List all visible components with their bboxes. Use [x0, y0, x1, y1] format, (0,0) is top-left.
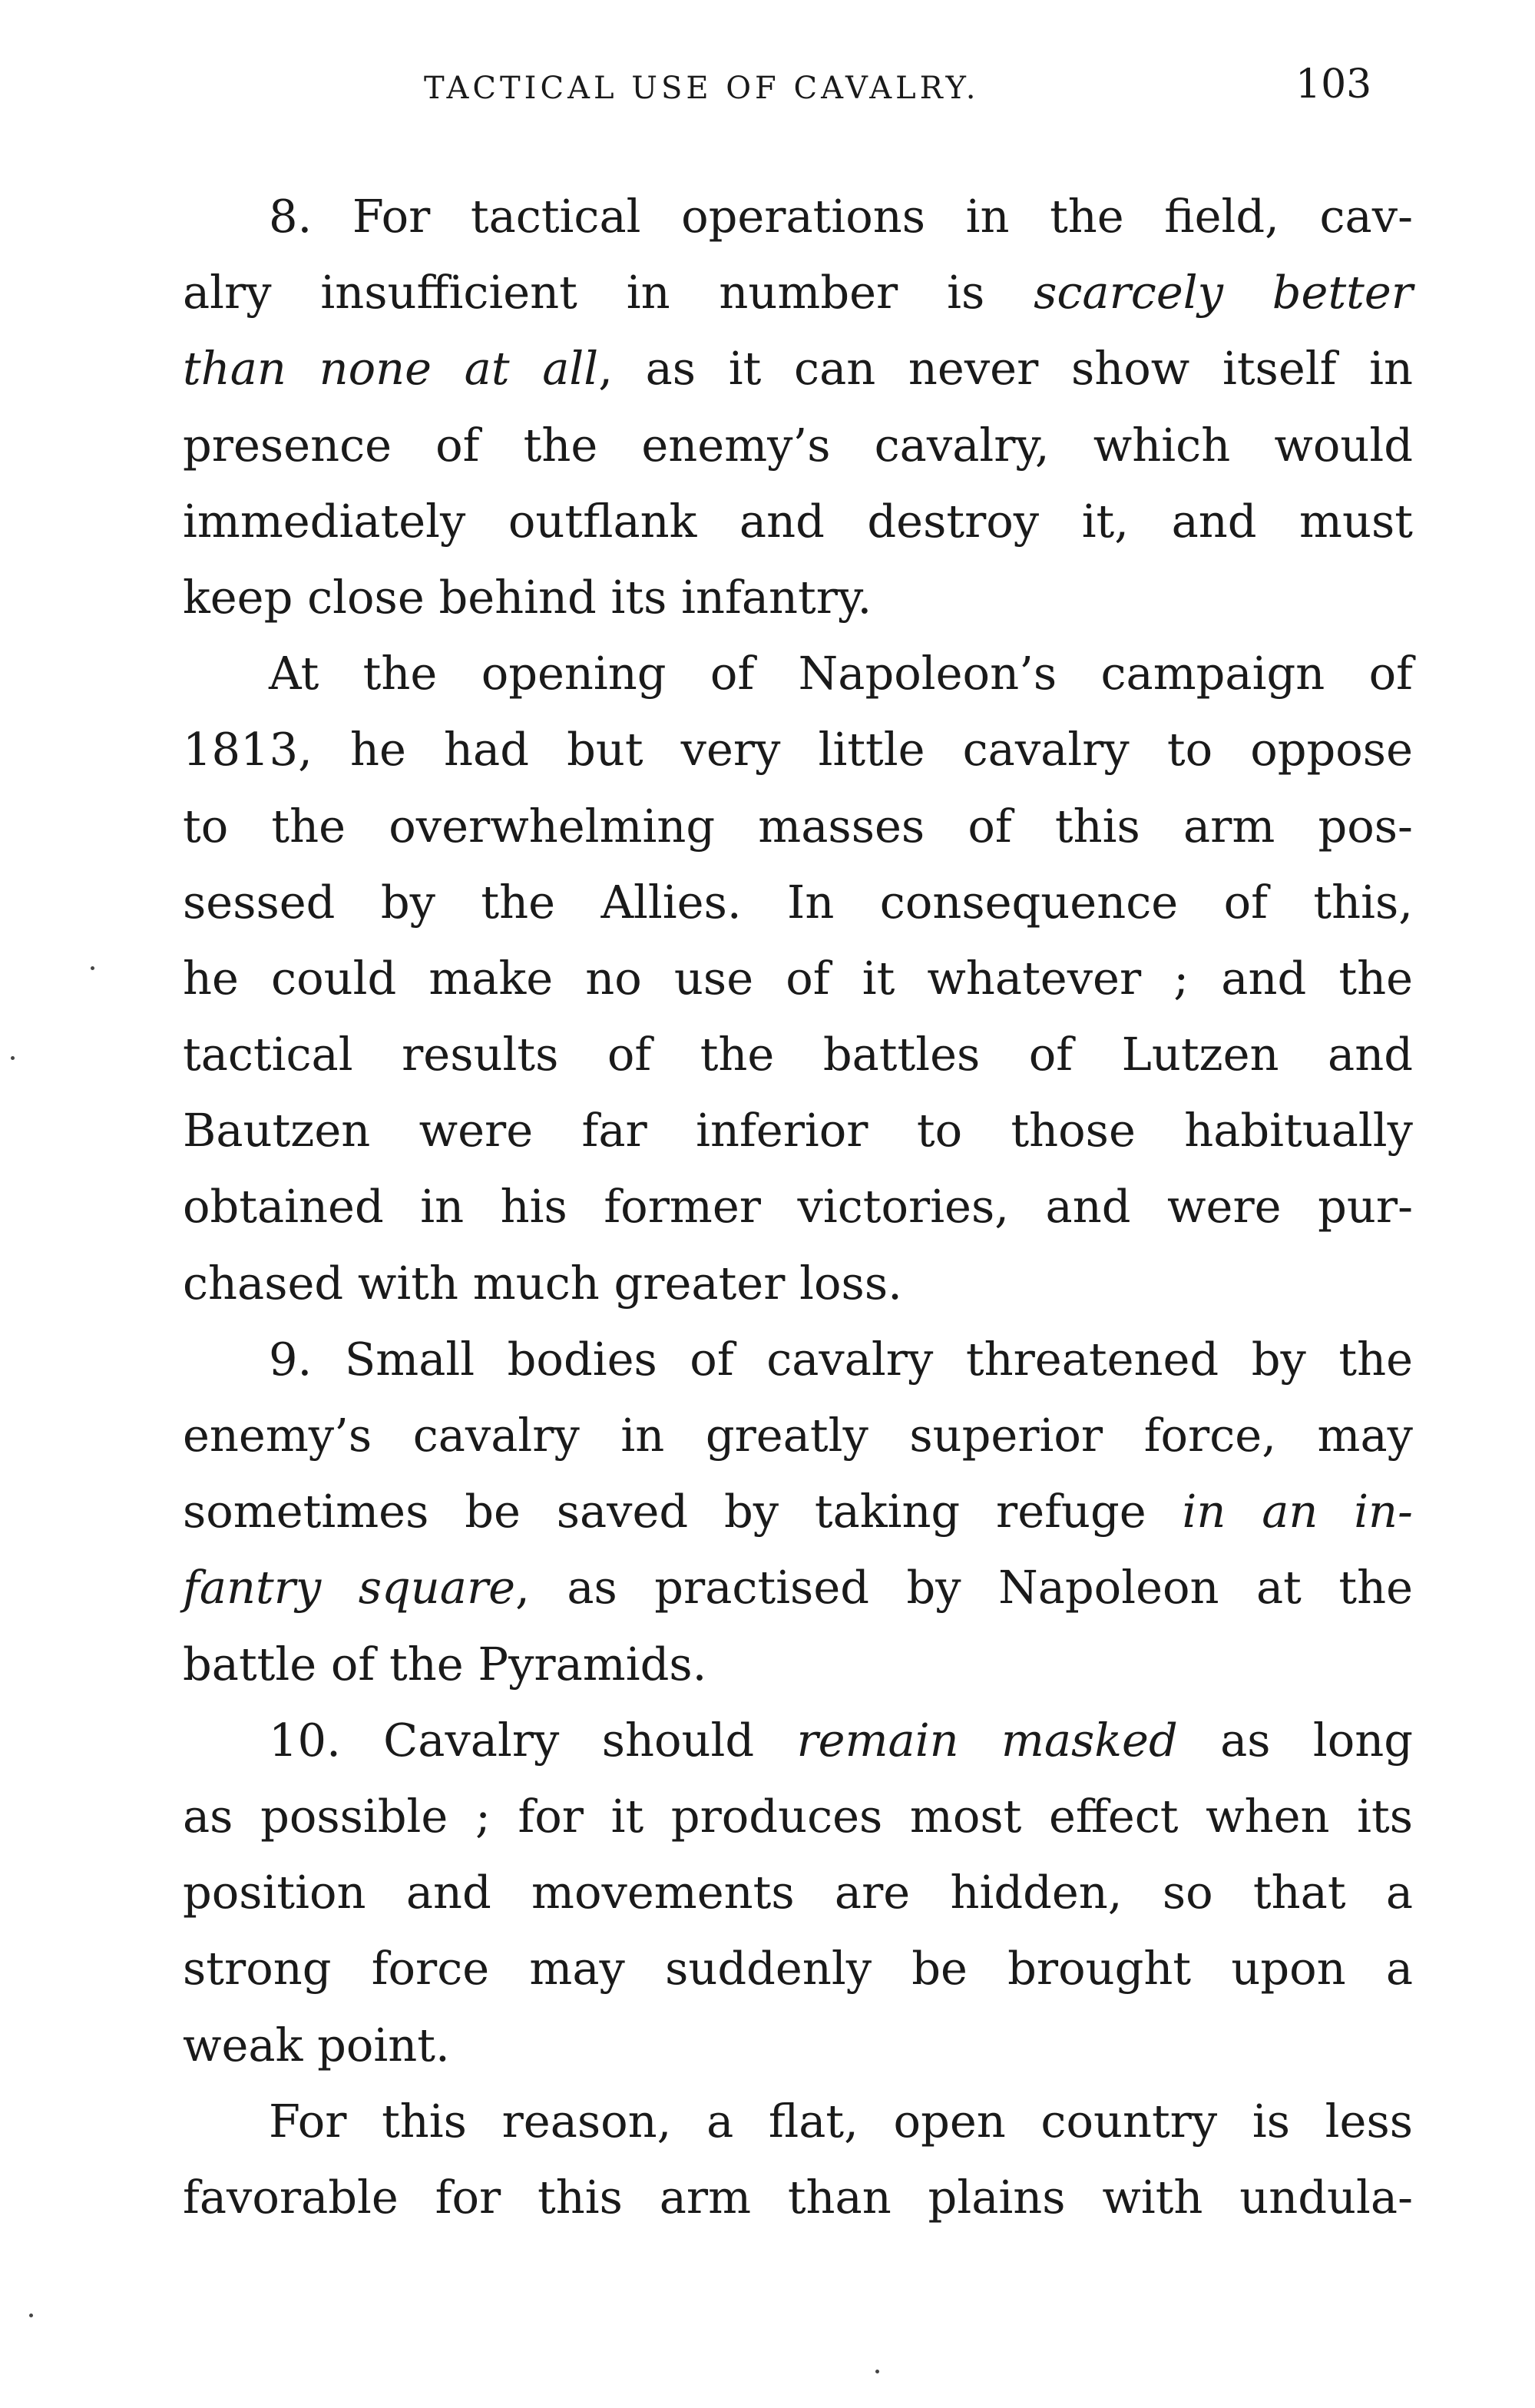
- text-line: [183, 1549, 1413, 1625]
- text-run: presence of the enemy’s cavalry, which would: [183, 418, 1413, 472]
- text-line: [183, 254, 1413, 330]
- text-line: [183, 1397, 1413, 1473]
- text-run: , as practised by Napoleon at the: [515, 1561, 1413, 1615]
- text-run: as possible ; for it produces most effect when its: [183, 1789, 1413, 1843]
- text-line: [183, 940, 1413, 1016]
- text-line: [183, 1321, 1413, 1397]
- text-run: At the opening of Napoleon’s campaign of: [269, 647, 1413, 701]
- text-run: 1813, he had but very little cavalry to oppose: [183, 723, 1413, 777]
- print-speck: [29, 2314, 33, 2317]
- text-line: [183, 1473, 1413, 1549]
- text-line: [183, 2159, 1413, 2235]
- italic-run: in an in-: [1182, 1485, 1413, 1539]
- text-run: keep close behind its infantry.: [183, 570, 872, 624]
- print-speck: [11, 1056, 15, 1060]
- text-run: enemy’s cavalry in greatly superior force, may: [183, 1409, 1413, 1462]
- text-line: [183, 1854, 1413, 1930]
- text-run: favorable for this arm than plains with undula-: [183, 2170, 1413, 2224]
- italic-run: fantry square: [183, 1561, 516, 1615]
- text-line: [183, 1626, 1413, 1702]
- text-run: weak point.: [183, 2018, 450, 2072]
- text-line: [183, 2083, 1413, 2159]
- text-line: [183, 559, 1413, 635]
- text-line: [183, 788, 1413, 864]
- text-line: [183, 1092, 1413, 1168]
- text-line: [183, 2007, 1413, 2083]
- text-line: [183, 711, 1413, 787]
- text-line: [183, 178, 1413, 254]
- text-run: sometimes be saved by taking refuge: [183, 1485, 1183, 1539]
- italic-run: remain masked: [796, 1713, 1178, 1767]
- text-run: sessed by the Allies. In consequence of this,: [183, 875, 1413, 929]
- text-run: tactical results of the battles of Lutzen and: [183, 1028, 1413, 1081]
- body-text: [183, 178, 1413, 2235]
- text-line: [183, 635, 1413, 711]
- text-run: obtained in his former victories, and were pur-: [183, 1180, 1413, 1234]
- italic-run: than none at all: [183, 342, 599, 396]
- text-run: immediately outflank and destroy it, and must: [183, 494, 1413, 548]
- text-run: he could make no use of it whatever ; and the: [183, 951, 1413, 1005]
- italic-run: scarcely better: [1034, 266, 1413, 320]
- text-line: [183, 407, 1413, 483]
- text-run: battle of the Pyramids.: [183, 1637, 707, 1691]
- text-run: 8. For tactical operations in the field, cav-: [269, 190, 1413, 243]
- text-line: [183, 1016, 1413, 1092]
- text-run: 10. Cavalry should: [269, 1713, 797, 1767]
- text-line: [183, 1930, 1413, 2006]
- running-header: TACTICAL USE OF CAVALRY.: [424, 71, 980, 106]
- text-run: Bautzen were far inferior to those habitually: [183, 1104, 1413, 1158]
- text-run: alry insufficient in number is: [183, 266, 1034, 320]
- text-run: For this reason, a flat, open country is less: [269, 2094, 1413, 2148]
- text-line: [183, 1778, 1413, 1854]
- text-run: position and movements are hidden, so that a: [183, 1866, 1413, 1919]
- print-speck: [91, 966, 94, 970]
- text-line: [183, 1245, 1413, 1321]
- text-run: as long: [1177, 1713, 1414, 1767]
- text-line: [183, 864, 1413, 940]
- text-run: , as it can never show itself in: [598, 342, 1414, 396]
- page-number: 103: [1295, 61, 1372, 108]
- text-line: [183, 483, 1413, 559]
- text-line: [183, 330, 1413, 406]
- text-run: chased with much greater loss.: [183, 1256, 902, 1310]
- print-speck: [875, 2370, 879, 2373]
- text-run: strong force may suddenly be brought upon a: [183, 1942, 1413, 1996]
- text-line: [183, 1168, 1413, 1244]
- text-run: to the overwhelming masses of this arm pos-: [183, 799, 1413, 853]
- text-line: [183, 1702, 1413, 1778]
- text-run: 9. Small bodies of cavalry threatened by the: [269, 1332, 1413, 1386]
